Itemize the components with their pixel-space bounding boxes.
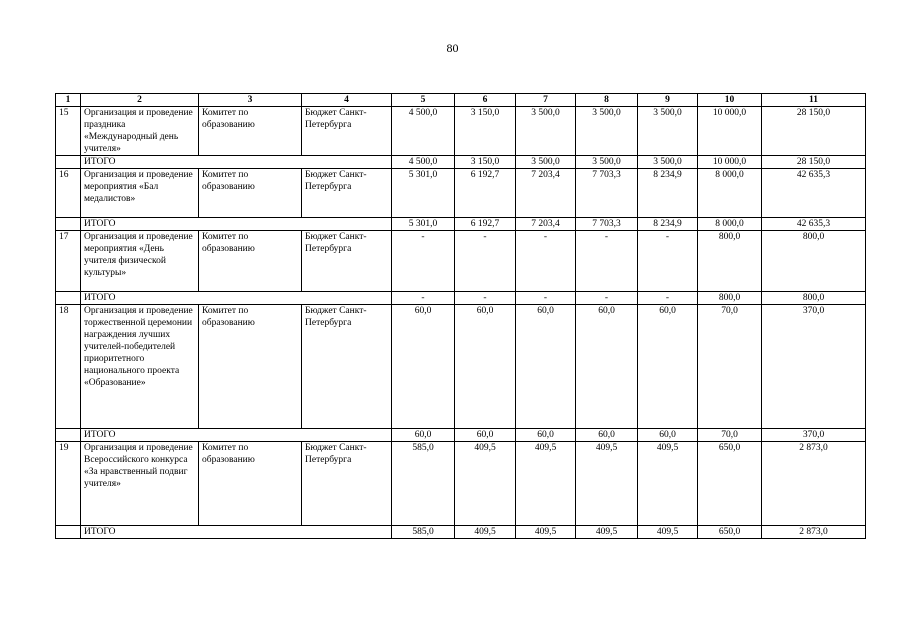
value-cell: 7 203,4 — [516, 169, 576, 218]
total-cell: 3 500,0 — [576, 156, 638, 169]
empty-cell — [56, 218, 81, 231]
value-cell: 370,0 — [762, 305, 866, 429]
value-cell: 800,0 — [762, 231, 866, 292]
table-row — [56, 305, 866, 429]
total-label: ИТОГО — [81, 292, 392, 305]
value-cell: 650,0 — [698, 442, 762, 526]
column-header: 4 — [302, 94, 392, 107]
activity-name: Организация и проведение праздника «Международный день учителя» — [81, 107, 199, 156]
activity-name: Организация и проведение мероприятия «Бал медалистов» — [81, 169, 199, 218]
value-cell: 60,0 — [392, 305, 455, 429]
total-cell: 8 234,9 — [638, 218, 698, 231]
total-cell: 3 500,0 — [638, 156, 698, 169]
empty-cell — [56, 429, 81, 442]
value-cell: 409,5 — [516, 442, 576, 526]
funding-source: Бюджет Санкт-Петербурга — [302, 231, 392, 292]
value-cell: 70,0 — [698, 305, 762, 429]
funding-source: Бюджет Санкт-Петербурга — [302, 169, 392, 218]
executor: Комитет по образованию — [199, 169, 302, 218]
column-header: 11 — [762, 94, 866, 107]
empty-cell — [56, 526, 81, 539]
total-cell: 60,0 — [576, 429, 638, 442]
value-cell: - — [516, 231, 576, 292]
table-row — [56, 442, 866, 526]
value-cell: 3 500,0 — [638, 107, 698, 156]
total-row — [56, 218, 866, 231]
activity-name: Организация и проведение мероприятия «День учителя физической культуры» — [81, 231, 199, 292]
empty-cell — [56, 156, 81, 169]
total-label: ИТОГО — [81, 429, 392, 442]
executor: Комитет по образованию — [199, 107, 302, 156]
value-cell: 5 301,0 — [392, 169, 455, 218]
total-cell: - — [516, 292, 576, 305]
value-cell: 409,5 — [638, 442, 698, 526]
total-cell: 60,0 — [516, 429, 576, 442]
total-cell: 7 203,4 — [516, 218, 576, 231]
total-cell: 28 150,0 — [762, 156, 866, 169]
total-cell: 10 000,0 — [698, 156, 762, 169]
column-number-row — [56, 94, 866, 107]
funding-source: Бюджет Санкт-Петербурга — [302, 107, 392, 156]
value-cell: 60,0 — [455, 305, 516, 429]
value-cell: 4 500,0 — [392, 107, 455, 156]
executor: Комитет по образованию — [199, 231, 302, 292]
total-cell: 7 703,3 — [576, 218, 638, 231]
page-number: 80 — [446, 41, 459, 55]
value-cell: 3 500,0 — [516, 107, 576, 156]
total-cell: 409,5 — [516, 526, 576, 539]
column-header: 7 — [516, 94, 576, 107]
table-row — [56, 231, 866, 292]
column-header: 8 — [576, 94, 638, 107]
value-cell: 60,0 — [516, 305, 576, 429]
total-cell: 370,0 — [762, 429, 866, 442]
total-cell: 4 500,0 — [392, 156, 455, 169]
value-cell: 8 234,9 — [638, 169, 698, 218]
total-cell: 409,5 — [576, 526, 638, 539]
executor: Комитет по образованию — [199, 305, 302, 429]
funding-source: Бюджет Санкт-Петербурга — [302, 442, 392, 526]
total-cell: 650,0 — [698, 526, 762, 539]
total-cell: 8 000,0 — [698, 218, 762, 231]
value-cell: 8 000,0 — [698, 169, 762, 218]
column-header: 3 — [199, 94, 302, 107]
total-cell: - — [576, 292, 638, 305]
value-cell: 2 873,0 — [762, 442, 866, 526]
value-cell: 6 192,7 — [455, 169, 516, 218]
value-cell: 3 150,0 — [455, 107, 516, 156]
budget-table — [55, 93, 866, 539]
total-cell: 6 192,7 — [455, 218, 516, 231]
empty-cell — [56, 292, 81, 305]
total-row — [56, 292, 866, 305]
total-cell: 800,0 — [762, 292, 866, 305]
value-cell: 10 000,0 — [698, 107, 762, 156]
total-cell: 5 301,0 — [392, 218, 455, 231]
value-cell: 409,5 — [576, 442, 638, 526]
total-label: ИТОГО — [81, 218, 392, 231]
row-index: 19 — [56, 442, 81, 526]
total-cell: 2 873,0 — [762, 526, 866, 539]
column-header: 5 — [392, 94, 455, 107]
column-header: 1 — [56, 94, 81, 107]
total-cell: 409,5 — [455, 526, 516, 539]
activity-name: Организация и проведение Всероссийского конкурса «За нравственный подвиг учителя» — [81, 442, 199, 526]
total-cell: - — [392, 292, 455, 305]
total-label: ИТОГО — [81, 156, 392, 169]
total-cell: 3 500,0 — [516, 156, 576, 169]
total-cell: 60,0 — [455, 429, 516, 442]
total-row — [56, 429, 866, 442]
column-header: 6 — [455, 94, 516, 107]
row-index: 18 — [56, 305, 81, 429]
value-cell: 585,0 — [392, 442, 455, 526]
table-row — [56, 169, 866, 218]
column-header: 2 — [81, 94, 199, 107]
activity-name: Организация и проведение торжественной церемонии награждения лучших учителей-победителей приоритетного национального проекта «Образование» — [81, 305, 199, 429]
column-header: 10 — [698, 94, 762, 107]
value-cell: - — [455, 231, 516, 292]
row-index: 15 — [56, 107, 81, 156]
executor: Комитет по образованию — [199, 442, 302, 526]
value-cell: 60,0 — [638, 305, 698, 429]
total-row — [56, 156, 866, 169]
table-row — [56, 107, 866, 156]
value-cell: 7 703,3 — [576, 169, 638, 218]
row-index: 17 — [56, 231, 81, 292]
value-cell: 409,5 — [455, 442, 516, 526]
column-header: 9 — [638, 94, 698, 107]
value-cell: 60,0 — [576, 305, 638, 429]
total-cell: - — [638, 292, 698, 305]
total-cell: 800,0 — [698, 292, 762, 305]
total-cell: 3 150,0 — [455, 156, 516, 169]
value-cell: - — [576, 231, 638, 292]
total-row — [56, 526, 866, 539]
row-index: 16 — [56, 169, 81, 218]
value-cell: 800,0 — [698, 231, 762, 292]
value-cell: 3 500,0 — [576, 107, 638, 156]
value-cell: - — [392, 231, 455, 292]
total-cell: 60,0 — [392, 429, 455, 442]
value-cell: - — [638, 231, 698, 292]
total-cell: 409,5 — [638, 526, 698, 539]
total-cell: 585,0 — [392, 526, 455, 539]
funding-source: Бюджет Санкт-Петербурга — [302, 305, 392, 429]
total-label: ИТОГО — [81, 526, 392, 539]
value-cell: 28 150,0 — [762, 107, 866, 156]
total-cell: 60,0 — [638, 429, 698, 442]
total-cell: - — [455, 292, 516, 305]
total-cell: 42 635,3 — [762, 218, 866, 231]
total-cell: 70,0 — [698, 429, 762, 442]
value-cell: 42 635,3 — [762, 169, 866, 218]
